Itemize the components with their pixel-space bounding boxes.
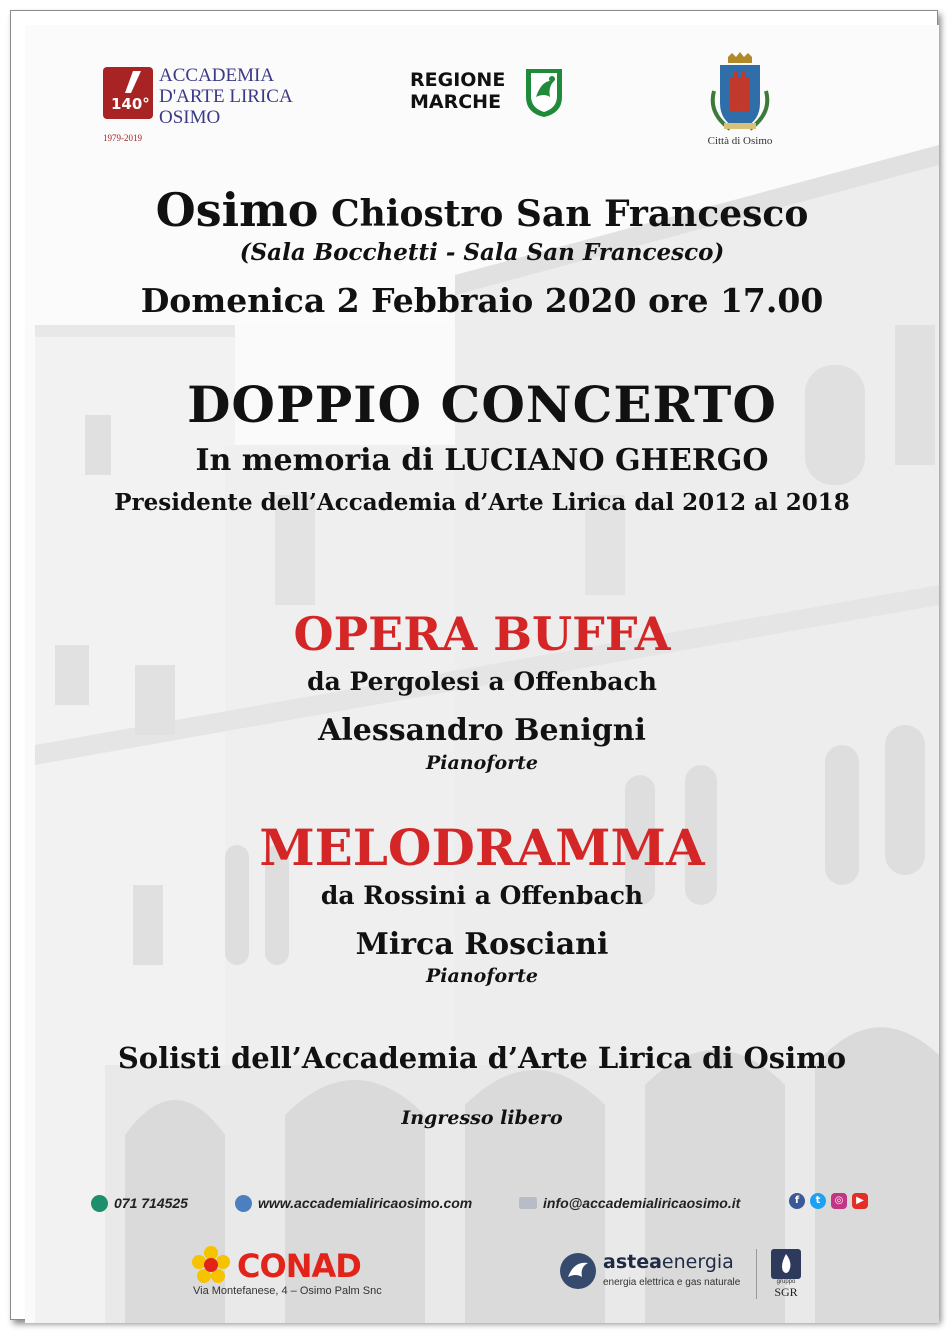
regione-name (410, 69, 505, 113)
globe-icon (235, 1195, 252, 1212)
facebook-icon[interactable]: f (789, 1193, 805, 1209)
osimo-caption: Città di Osimo (707, 135, 773, 147)
twitter-icon[interactable]: t (810, 1193, 826, 1209)
venue-name: Chiostro San Francesco (330, 193, 809, 235)
astea-sponsor (560, 1249, 810, 1309)
accademia-emblem-icon (103, 67, 153, 119)
entry-info: Ingresso libero (401, 1107, 563, 1129)
sgr-group-label: gruppo (776, 1279, 796, 1285)
conad-address: Via Montefanese, 4 – Osimo Palm Snc (193, 1285, 382, 1297)
sponsor-divider (756, 1249, 757, 1299)
poster-frame (10, 10, 938, 1320)
accademia-years: 1979-2019 (103, 133, 142, 143)
website-link[interactable]: www.accademialiricaosimo.com (258, 1195, 473, 1211)
concert-1-performer: Alessandro Benigni (318, 713, 646, 748)
envelope-icon (519, 1197, 537, 1209)
event-datetime: Domenica 2 Febbraio 2020 ore 17.00 (140, 281, 824, 320)
concert-2-subtitle: da Rossini a Offenbach (320, 881, 644, 910)
poster (25, 25, 939, 1323)
event-title: DOPPIO CONCERTO (187, 375, 777, 434)
memorial-line: In memoria di LUCIANO GHERGO (195, 443, 769, 478)
venue-rooms: (Sala Bocchetti - Sala San Francesco) (239, 239, 725, 266)
osimo-crest-icon (690, 51, 790, 135)
astea-name (603, 1251, 734, 1273)
astea-tagline: energia elettrica e gas naturale (603, 1277, 741, 1288)
email-link[interactable]: info@accademialiricaosimo.it (543, 1195, 741, 1211)
contact-website[interactable] (235, 1191, 472, 1215)
sgr-logo (768, 1249, 804, 1303)
concert-2-instrument: Pianoforte (425, 965, 539, 987)
regione-line1: REGIONE (410, 69, 506, 91)
phone-icon (91, 1195, 108, 1212)
youtube-icon[interactable]: ▶ (852, 1193, 868, 1209)
accademia-line3: OSIMO (159, 107, 221, 128)
soloists-line: Solisti dell’Accademia d’Arte Lirica di Osimo (117, 1041, 847, 1075)
regione-line2: MARCHE (410, 91, 502, 113)
sgr-flame-icon (771, 1249, 801, 1279)
city-name: Osimo (155, 183, 319, 237)
concert-2-title: MELODRAMMA (259, 818, 705, 877)
accademia-name (159, 65, 293, 128)
astea-name-light: energia (661, 1251, 734, 1273)
contact-email[interactable] (519, 1191, 740, 1215)
phone-number: 071 714525 (114, 1195, 188, 1211)
sgr-name: SGR (774, 1285, 798, 1299)
concert-2-performer: Mirca Rosciani (355, 927, 609, 962)
citta-di-osimo-logo (690, 51, 790, 151)
concert-1-subtitle: da Pergolesi a Offenbach (307, 667, 657, 696)
regione-marche-logo (410, 69, 570, 129)
accademia-line2: D'ARTE LIRICA (159, 86, 293, 107)
regione-shield-icon (524, 67, 564, 119)
accademia-logo (103, 65, 343, 147)
venue-heading (25, 183, 939, 237)
conad-flower-icon (191, 1245, 231, 1285)
instagram-icon[interactable]: ◎ (831, 1193, 847, 1209)
accademia-line1: ACCADEMIA (159, 65, 275, 86)
astea-name-bold: astea (603, 1251, 662, 1273)
contact-phone[interactable] (91, 1191, 188, 1215)
concert-1-instrument: Pianoforte (425, 752, 539, 774)
accademia-badge: 140° (111, 95, 150, 113)
memorial-role: Presidente dell’Accademia d’Arte Lirica dal 2012 al 2018 (114, 489, 850, 516)
conad-name: CONAD (237, 1247, 361, 1285)
conad-sponsor (191, 1247, 391, 1307)
concert-1-title: OPERA BUFFA (293, 607, 671, 661)
astea-bird-icon (560, 1253, 596, 1289)
social-links (789, 1193, 868, 1209)
